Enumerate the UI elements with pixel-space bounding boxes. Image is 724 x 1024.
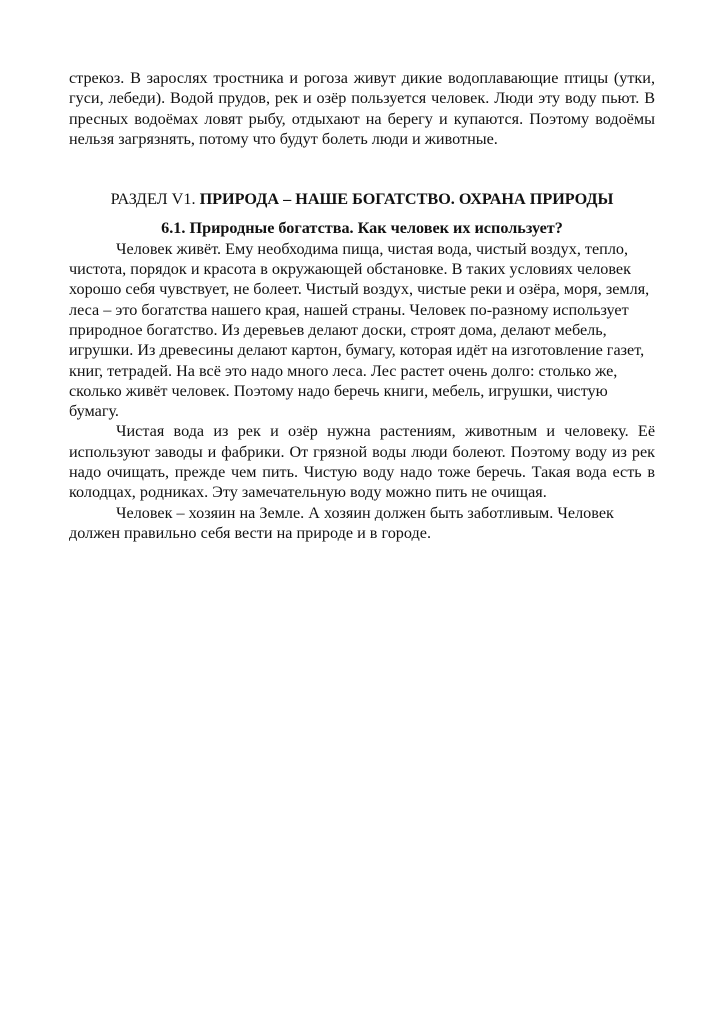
section-number: РАЗДЕЛ V1. xyxy=(110,190,196,209)
section-title: ПРИРОДА – НАШЕ БОГАТСТВО. ОХРАНА ПРИРОДЫ xyxy=(199,190,614,209)
section-heading xyxy=(69,189,655,209)
body-paragraph-1: Человек живёт. Ему необходима пища, чистая вода, чистый воздух, тепло, чистота, порядок и красота в окружающей обстановке. В таких условиях человек хорошо себя чувствует, не болеет. Чистый воздух, чистые реки и озёра, моря, земля, леса – это богатства нашего края, нашей страны. Человек по-разному использует природное богатство. Из деревьев делают доски, строят дома, делают мебель, игрушки. Из древесины делают картон, бумагу, которая идёт на изготовление газет, книг, тетрадей. На всё это надо много леса. Лес растет очень долго: столько же, сколько живёт человек. Поэтому надо беречь книги, мебель, игрушки, чистую бумагу. xyxy=(69,239,650,421)
intro-paragraph: стрекоз. В зарослях тростника и рогоза живут дикие водоплавающие птицы (утки, гуси, лебеди). Водой прудов, рек и озёр пользуется человек. Люди эту воду пьют. В пресных водоёмах ловят рыбу, отдыхают на берегу и купаются. Поэтому водоёмы нельзя загрязнять, потому что будут болеть люди и животные. xyxy=(69,69,655,148)
body-paragraph-2: Чистая вода из рек и озёр нужна растениям, животным и человеку. Её используют заводы и фабрики. От грязной воды люди болеют. Поэтому воду из рек надо очищать, прежде чем пить. Чистую воду надо тоже беречь. Такая вода есть в колодцах, родниках. Эту замечательную воду можно пить не очищая. xyxy=(69,422,655,502)
subsection-title: 6.1. Природные богатства. Как человек их использует? xyxy=(161,219,563,238)
document-page xyxy=(69,68,655,543)
body-paragraph-3: Человек – хозяин на Земле. А хозяин должен быть заботливым. Человек должен правильно себя вести на природе и в городе. xyxy=(69,503,614,542)
